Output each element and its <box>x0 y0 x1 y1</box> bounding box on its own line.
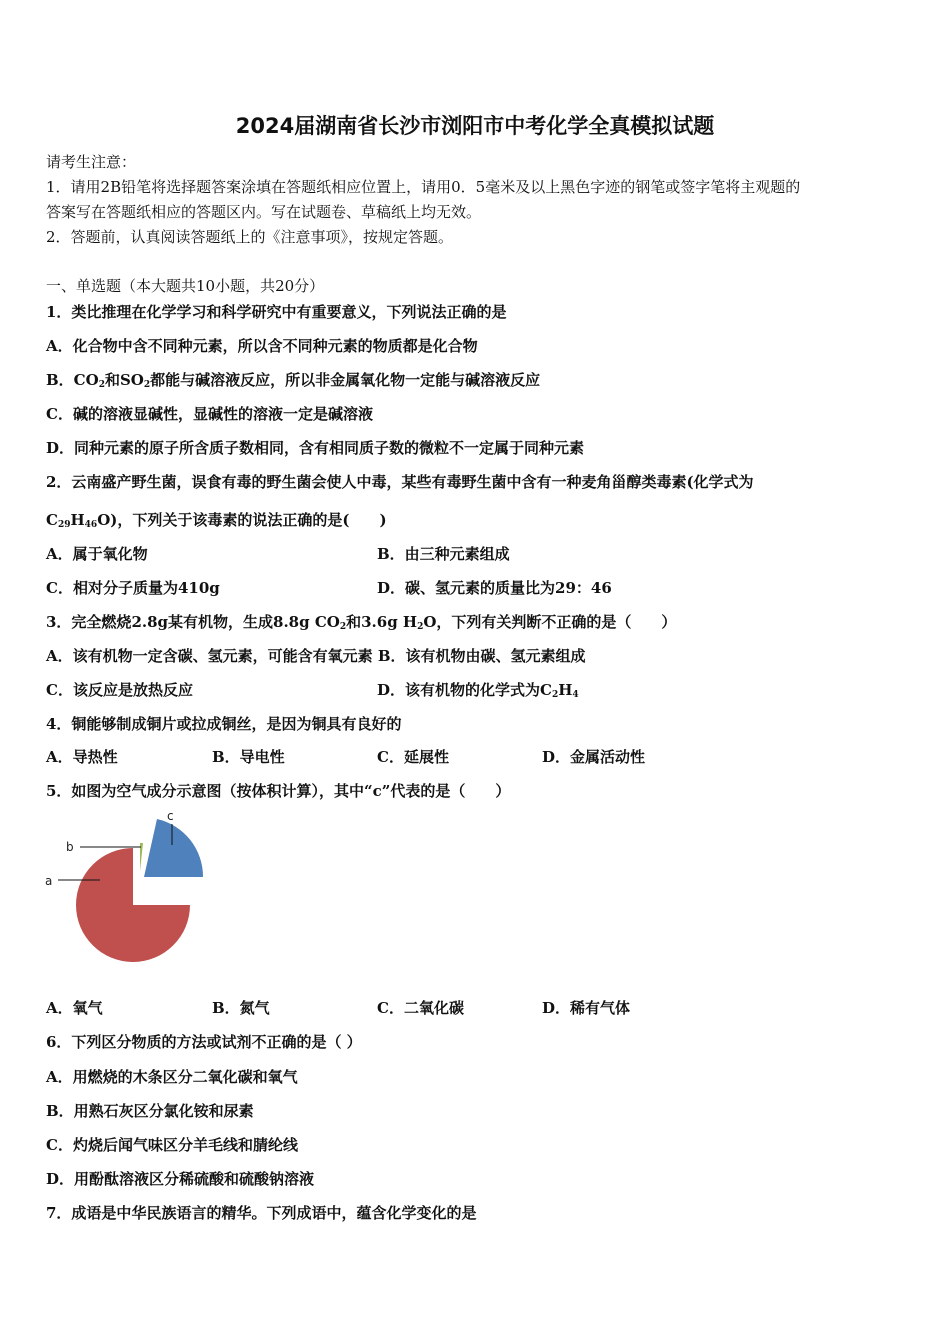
q5-stem: 5．如图为空气成分示意图（按体积计算），其中“c”代表的是（ ） <box>46 782 511 800</box>
notice-line-2: 答案写在答题纸相应的答题区内。写在试题卷、草稿纸上均无效。 <box>46 203 482 221</box>
q5-option-d: D．稀有气体 <box>542 999 631 1017</box>
q6-option-d: D．用酚酞溶液区分稀硫酸和硫酸钠溶液 <box>46 1170 315 1188</box>
q3-option-d: D．该有机物的化学式为$C_2H_4$ <box>377 681 579 700</box>
q2-option-c: C．相对分子质量为410g <box>46 579 220 597</box>
q4-option-c: C．延展性 <box>377 748 449 766</box>
q5-option-b: B．氮气 <box>212 999 270 1017</box>
section-heading: 一、单选题（本大题共10小题，共20分） <box>46 277 325 295</box>
q2-option-a: A．属于氧化物 <box>46 545 148 563</box>
pie-label-b: b <box>66 840 74 854</box>
q5-option-a: A．氧气 <box>46 999 103 1017</box>
q7-stem: 7．成语是中华民族语言的精华。下列成语中，蕴含化学变化的是 <box>46 1204 477 1222</box>
q4-option-a: A．导热性 <box>46 748 118 766</box>
q6-option-c: C．灼烧后闻气味区分羊毛线和腈纶线 <box>46 1136 298 1154</box>
q1-option-c: C．碱的溶液显碱性，显碱性的溶液一定是碱溶液 <box>46 405 373 423</box>
q5-option-c: C．二氧化碳 <box>377 999 464 1017</box>
q4-option-b: B．导电性 <box>212 748 285 766</box>
q1-option-d: D．同种元素的原子所含质子数相同，含有相同质子数的微粒不一定属于同种元素 <box>46 439 585 457</box>
q1-stem: 1．类比推理在化学学习和科学研究中有重要意义，下列说法正确的是 <box>46 303 507 321</box>
q6-stem: 6．下列区分物质的方法或试剂不正确的是（ ） <box>46 1033 362 1051</box>
q2-option-b: B．由三种元素组成 <box>377 545 510 563</box>
notice-heading: 请考生注意： <box>46 153 137 171</box>
q1-option-b: B．$CO_2$和$SO_2$都能与碱溶液反应，所以非金属氧化物一定能与碱溶液反应 <box>46 371 541 390</box>
q2-stem-line-2: $C_{29}H_{46}O$)，下列关于该毒素的说法正确的是( ) <box>46 511 387 530</box>
air-composition-pie-figure <box>40 805 220 980</box>
q1-option-a: A．化合物中含不同种元素，所以含不同种元素的物质都是化合物 <box>46 337 478 355</box>
pie-slice-c <box>144 819 203 877</box>
q3-option-c: C．该反应是放热反应 <box>46 681 193 699</box>
page-title: 2024届湖南省长沙市浏阳市中考化学全真模拟试题 <box>235 114 715 138</box>
pie-label-a: a <box>45 874 53 888</box>
q6-option-b: B．用熟石灰区分氯化铵和尿素 <box>46 1102 254 1120</box>
q2-stem-line-1: 2．云南盛产野生菌，误食有毒的野生菌会使人中毒，某些有毒野生菌中含有一种麦角甾醇类毒素(化学式为 <box>46 473 754 491</box>
notice-line-3: 2．答题前，认真阅读答题纸上的《注意事项》，按规定答题。 <box>46 228 454 246</box>
q4-option-d: D．金属活动性 <box>542 748 646 766</box>
q6-option-a: A．用燃烧的木条区分二氧化碳和氧气 <box>46 1068 298 1086</box>
q3-stem: 3．完全燃烧2.8g某有机物，生成8.8g $CO_2$和3.6g $H_2O$，下列有关判断不正确的是（ ） <box>46 613 677 632</box>
notice-line-1: 1．请用2B铅笔将选择题答案涂填在答题纸相应位置上，请用0．5毫米及以上黑色字迹的钢笔或签字笔将主观题的 <box>46 178 801 196</box>
q2-option-d: D．碳、氢元素的质量比为29：46 <box>377 579 612 597</box>
q4-stem: 4．铜能够制成铜片或拉成铜丝，是因为铜具有良好的 <box>46 715 402 733</box>
pie-label-c: c <box>167 809 174 823</box>
q3-options-a-b: A．该有机物一定含碳、氢元素，可能含有氧元素 B．该有机物由碳、氢元素组成 <box>46 647 586 665</box>
